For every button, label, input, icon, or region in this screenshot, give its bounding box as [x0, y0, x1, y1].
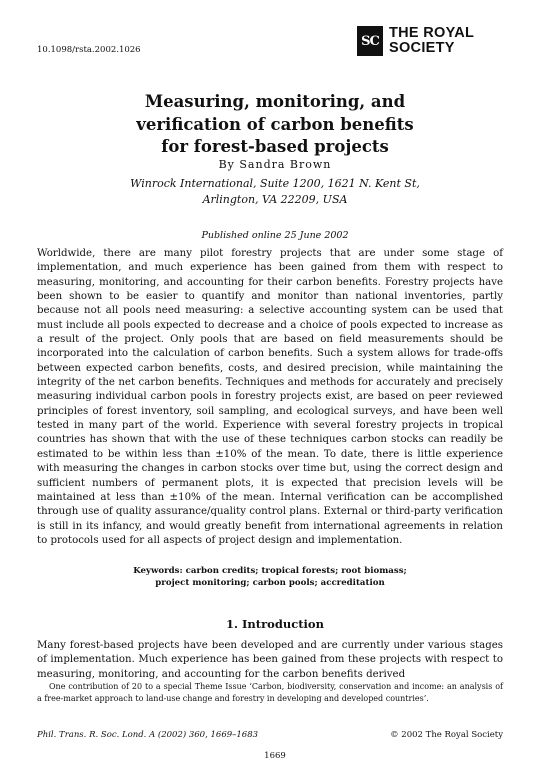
keywords-line-2: project monitoring; carbon pools; accreditation [155, 578, 385, 589]
royal-society-logo [357, 26, 474, 56]
keywords [37, 565, 503, 589]
introduction-text: Many forest-based projects have been developed and are currently under various stages of implementation. Much experience has been gained from these projects with respect to measuring, monitoring, and accounting for the carbon benefits derived [37, 640, 503, 680]
affiliation-line-1: Winrock International, Suite 1200, 1621 N. Kent St, [130, 177, 420, 190]
journal-citation: Phil. Trans. R. Soc. Lond. A (2002) 360, 1669–1683 [37, 730, 259, 740]
affiliation-line-2: Arlington, VA 22209, USA [202, 193, 348, 206]
abstract-text: Worldwide, there are many pilot forestry projects that are under some stage of implementation, and much experience has been gained from them with respect to measuring, monitoring, and accounting for their carbon benefits. Forestry projects have been shown to be easier to quantify and monitor than national inventories, partly because not all pools need measuring: a selective accounting system can be used that must include all pools expected to decrease and a choice of pools expected to increase as a result of the project. Only pools that are based on field measurements should be incorporated into the calculation of carbon benefits. Such a system allows for trade-offs between expected carbon benefits, costs, and desired precision, while maintaining the integrity of the net carbon benefits. Techniques and methods for accurately and precisely measuring individual carbon pools in forestry projects exist, are based on peer reviewed principles of forest inventory, soil sampling, and ecological surveys, and have been well tested in many part of the world. Experience with several forestry projects in tropical countries has shown that with the use of these techniques carbon stocks can readily be estimated to be within less than ±10% of the mean. To date, there is little experience with measuring the changes in carbon stocks over time but, using the correct design and sufficient numbers of permanent plots, it is expected that precision levels will be maintained at less than ±10% of the mean. Internal verification can be accomplished through use of quality assurance/quality control plans. External or third-party verification is still in its infancy, and would greatly benefit from international agreements in relation to protocols used for all aspects of project design and implementation. [37, 248, 503, 546]
publication-date: Published online 25 June 2002 [201, 230, 349, 241]
logo-line-2: SOCIETY [389, 40, 455, 56]
paper-title [0, 91, 550, 159]
logo-line-1: THE ROYAL [389, 25, 475, 41]
page-number: 1669 [264, 751, 286, 761]
title-line-2: verification of carbon benefits [136, 114, 414, 134]
footnote-text: One contribution of 20 to a special Theme Issue ‘Carbon, biodiversity, conservation and income: an analysis of a free-market approach to land-use change and forestry in developing and developed countries’. [37, 682, 503, 703]
logo-wordmark [389, 26, 474, 56]
copyright-notice: © 2002 The Royal Society [390, 730, 503, 740]
doi-text: 10.1098/rsta.2002.1026 [37, 45, 141, 55]
section-heading-introduction: 1. Introduction [226, 617, 324, 631]
title-line-3: for forest-based projects [161, 137, 389, 156]
keywords-line-1: Keywords: carbon credits; tropical forests; root biomass; [133, 566, 407, 576]
title-line-1: Measuring, monitoring, and [144, 92, 406, 111]
society-emblem-icon: SC [357, 26, 383, 56]
author-affiliation [0, 176, 550, 208]
author-byline: By Sandra Brown [218, 158, 332, 171]
